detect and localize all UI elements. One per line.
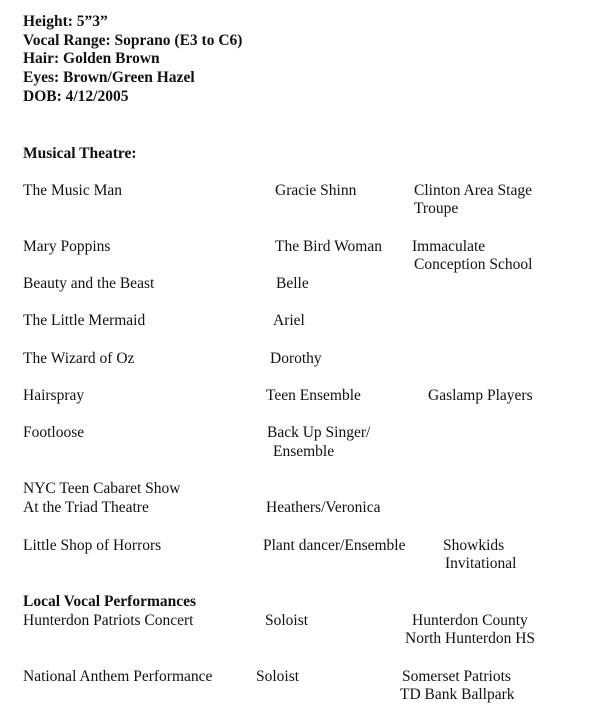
credit-venue-line2: Conception School [414, 256, 533, 273]
credit-venue: Showkids [443, 537, 505, 554]
credit-role: Belle [276, 275, 309, 292]
credit-show: NYC Teen Cabaret Show [23, 480, 181, 497]
credit-venue-line2: Invitational [445, 555, 517, 572]
performance-venue-line2: TD Bank Ballpark [400, 686, 515, 703]
performance-venue: Somerset Patriots [402, 668, 511, 685]
musical-theatre-heading: Musical Theatre: [23, 145, 137, 162]
credit-venue: Gaslamp Players [428, 387, 533, 404]
credit-show: The Little Mermaid [23, 312, 146, 329]
performance-show: National Anthem Performance [23, 668, 213, 685]
credit-venue-line2: Troupe [414, 200, 459, 217]
credit-show: The Wizard of Oz [23, 350, 135, 367]
credit-venue: Clinton Area Stage [414, 182, 532, 199]
performance-venue: Hunterdon County [412, 612, 528, 629]
local-vocal-heading: Local Vocal Performances [23, 593, 197, 610]
eyes-line: Eyes: Brown/Green Hazel [23, 69, 195, 86]
performance-venue-line2: North Hunterdon HS [405, 630, 536, 647]
credit-role: Ariel [273, 312, 305, 329]
credit-show: Beauty and the Beast [23, 275, 155, 292]
vocal-range-line: Vocal Range: Soprano (E3 to C6) [23, 32, 243, 49]
credit-role: Gracie Shinn [275, 182, 357, 199]
credit-role: Teen Ensemble [266, 387, 361, 404]
performance-role: Soloist [256, 668, 300, 685]
credit-role: Plant dancer/Ensemble [263, 537, 406, 554]
credit-venue: Immaculate [412, 238, 486, 255]
credit-show: Mary Poppins [23, 238, 111, 255]
credit-role: Dorothy [270, 350, 322, 367]
height-line: Height: 5”3” [23, 13, 108, 30]
credit-show: Hairspray [23, 387, 85, 404]
dob-line: DOB: 4/12/2005 [23, 88, 129, 105]
credit-show: Little Shop of Horrors [23, 537, 162, 554]
credit-show-line2: At the Triad Theatre [23, 499, 149, 516]
credit-role: Heathers/Veronica [266, 499, 381, 516]
performance-show: Hunterdon Patriots Concert [23, 612, 194, 629]
credit-role: The Bird Woman [275, 238, 382, 255]
credit-show: Footloose [23, 424, 85, 441]
performance-role: Soloist [265, 612, 309, 629]
credit-show: The Music Man [23, 182, 123, 199]
credit-role-line2: Ensemble [273, 443, 335, 460]
credit-role: Back Up Singer/ [267, 424, 371, 441]
hair-line: Hair: Golden Brown [23, 50, 160, 67]
